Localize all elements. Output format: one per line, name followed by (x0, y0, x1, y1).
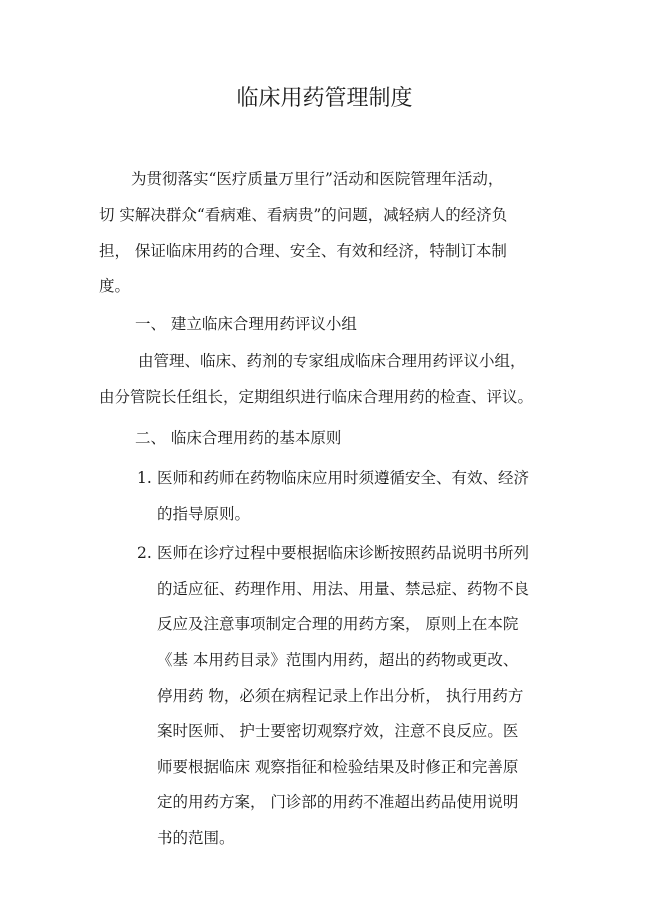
section1-line-1: 由管理、临床、药剂的专家组成临床合理用药评议小组， (138, 352, 526, 370)
list-item-1-number: 1. (137, 469, 152, 487)
list-item-2-line-9: 书的范围。 (157, 829, 235, 847)
list-item-2-line-7: 师要根据临床 观察指征和检验结果及时修正和完善原 (157, 758, 519, 776)
list-item-2-number: 2. (137, 544, 152, 562)
document-title: 临床用药管理制度 (236, 86, 413, 111)
section2-heading: 二、 临床合理用药的基本原则 (135, 429, 342, 447)
intro-line-2: 切 实解决群众“看病难、看病贵”的问题，减轻病人的经济负 (99, 206, 508, 224)
list-item-2-line-5: 停用药 物，必须在病程记录上作出分析， 执行用药方 (157, 687, 524, 705)
section1-heading: 一、 建立临床合理用药评议小组 (135, 315, 357, 333)
list-item-2-line-4: 《基 本用药目录》范围内用药，超出的药物或更改、 (157, 651, 519, 669)
intro-line-3: 担， 保证临床用药的合理、安全、有效和经济，特制订本制 (99, 242, 507, 260)
list-item-2-line-2: 的适应征、药理作用、用法、用量、禁忌症、药物不良 (157, 580, 530, 598)
list-item-2-line-3: 反应及注意事项制定合理的用药方案， 原则上在本院 (157, 615, 519, 633)
list-item-2-first-line (137, 542, 529, 564)
list-item-1-line-1: 医师和药师在药物临床应用时须遵循安全、有效、经济 (157, 469, 530, 487)
intro-line-4: 度。 (99, 277, 131, 295)
section1-line-2: 由分管院长任组长，定期组织进行临床合理用药的检查、评议。 (99, 388, 534, 406)
list-item-1-first-line (137, 467, 529, 489)
list-item-2-line-6: 案时医师、 护士要密切观察疗效，注意不良反应。医 (157, 722, 519, 740)
list-item-2-line-1: 医师在诊疗过程中要根据临床诊断按照药品说明书所列 (157, 544, 530, 562)
list-item-2-line-8: 定的用药方案， 门诊部的用药不准超出药品使用说明 (157, 793, 519, 811)
list-item-1-line-2: 的指导原则。 (157, 505, 251, 523)
intro-line-1: 为贯彻落实“医疗质量万里行”活动和医院管理年活动， (131, 170, 504, 188)
